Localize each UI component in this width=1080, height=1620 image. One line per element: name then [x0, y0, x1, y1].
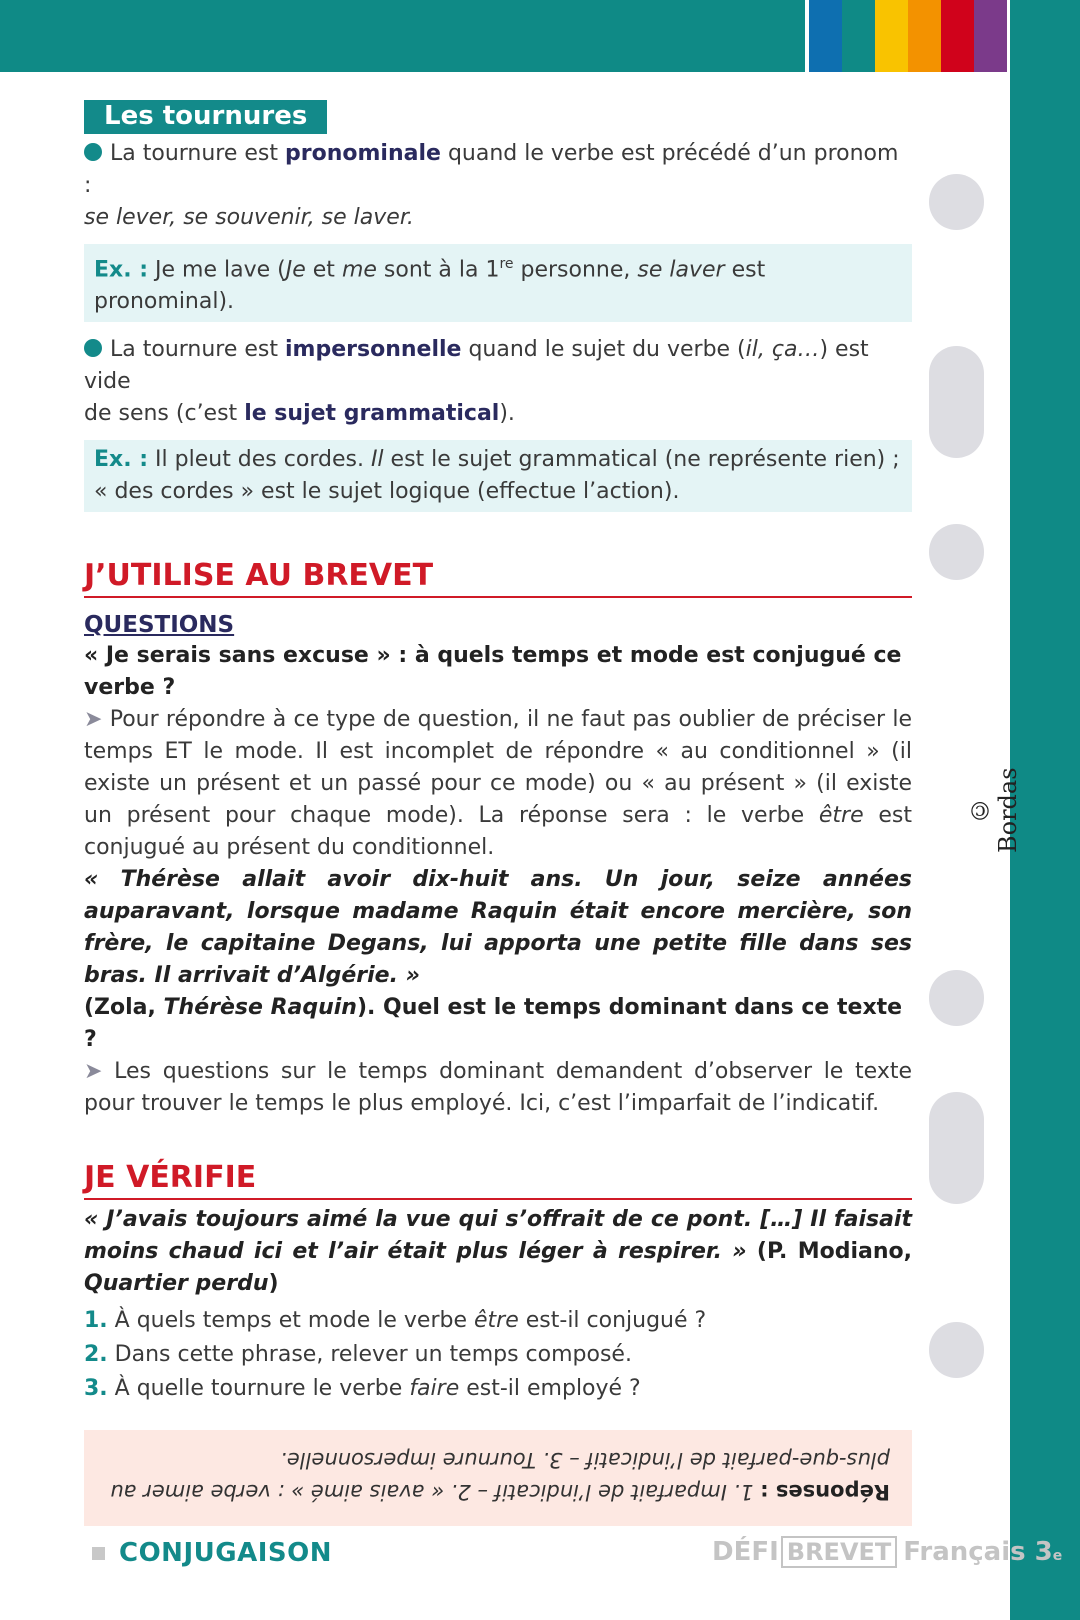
example-impersonnel: Ex. : Il pleut des cordes. Il est le sujet grammatical (ne représente rien) ;: [94, 447, 900, 473]
answers-upside-down: Réponses : 1. Imparfait de l’indicatif – 2. « avais aimé » : verbe aimer au plus-que-parfait de l’indicatif – 3. Tournure impersonnelle.: [110, 1448, 890, 1505]
pronominale-examples: se lever, se souvenir, se laver.: [84, 205, 414, 230]
questions-heading: QUESTIONS: [84, 612, 235, 639]
question-1: « Je serais sans excuse » : à quels temps et mode est conjugué ce verbe ?: [84, 643, 902, 701]
brevet-heading: J’UTILISE AU BREVET: [84, 558, 912, 598]
example-box: [84, 440, 912, 512]
stripe-red: [941, 0, 974, 72]
brand-defi: DÉFI: [712, 1537, 779, 1567]
binder-hole: [929, 970, 984, 1026]
bullet-icon: [84, 143, 102, 161]
answers-box: [84, 1430, 912, 1526]
top-banner: [0, 0, 808, 72]
verifie-heading: JE VÉRIFIE: [84, 1160, 912, 1200]
subject-sup: e: [1052, 1548, 1063, 1564]
bullet-icon: [84, 339, 102, 357]
binder-hole: [929, 1092, 984, 1204]
exercise-item: 3. À quelle tournure le verbe faire est-il employé ?: [84, 1376, 641, 1402]
square-icon: [92, 1547, 105, 1560]
copyright-notice: © Bordas: [966, 767, 1022, 853]
example-box: [84, 244, 912, 322]
binder-hole: [929, 174, 984, 230]
stripe-orange: [908, 0, 941, 72]
subject-label: Français 3: [903, 1537, 1053, 1567]
exercise-item: 2. Dans cette phrase, relever un temps composé.: [84, 1342, 632, 1368]
brand-brevet: BREVET: [781, 1536, 898, 1568]
quote-modiano: « J’avais toujours aimé la vue qui s’offrait de ce pont. […] Il faisait moins chaud ici et l’air était plus léger à respirer. » (P. Modiano, Quartier perdu): [84, 1207, 913, 1297]
binder-hole: [929, 346, 984, 458]
stripe-teal: [842, 0, 875, 72]
quote-zola: « Thérèse allait avoir dix-huit ans. Un jour, seize années auparavant, lorsque madame Raquin était encore mercière, son frère, le capitaine Degans, lui apporta une petite fille dans ses bras. Il arrivait d’Algérie. »: [84, 867, 912, 989]
arrow-icon: ➤: [84, 707, 103, 733]
answer-1: ➤ Pour répondre à ce type de question, il ne faut pas oublier de préciser le temps ET le mode. Il est incomplet de répondre « au conditionnel » (il existe un présent et un passé pour ce mode) ou « au présent » (il existe un présent pour chaque mode). La réponse sera : le verbe être est conjugué au présent du conditionnel.: [84, 707, 912, 861]
exercise-item: 1. À quels temps et mode le verbe être est-il conjugué ?: [84, 1308, 707, 1334]
exercise-list: [84, 1304, 912, 1406]
stripe-yellow: [875, 0, 908, 72]
answer-2: ➤ Les questions sur le temps dominant demandent d’observer le texte pour trouver le temps le plus employé. Ici, c’est l’imparfait de l’indicatif.: [84, 1059, 912, 1117]
binder-hole: [929, 1322, 984, 1378]
arrow-icon: ➤: [84, 1059, 103, 1085]
section-name: CONJUGAISON: [119, 1538, 332, 1568]
pronominale-definition: La tournure est pronominale quand le verbe est précédé d’un pronom :: [84, 141, 899, 198]
binder-hole: [929, 524, 984, 580]
footer-section: [92, 1538, 332, 1568]
color-stripes: [805, 0, 1007, 72]
footer-brand: [712, 1536, 1062, 1568]
question-2: (Zola, Thérèse Raquin). Quel est le temps dominant dans ce texte ?: [84, 995, 903, 1053]
example-pronominal: Ex. : Je me lave (Je et me sont à la 1re personne, se laver est pronominal).: [94, 256, 766, 315]
page-content: [84, 100, 912, 1526]
example-impersonnel-cont: « des cordes » est le sujet logique (effectue l’action).: [94, 479, 680, 505]
section-title: Les tournures: [84, 100, 327, 134]
impersonnelle-definition: La tournure est impersonnelle quand le sujet du verbe (il, ça…) est vide: [84, 337, 869, 395]
stripe-blue: [809, 0, 842, 72]
stripe-purple: [974, 0, 1007, 72]
impersonnelle-definition-cont: de sens (c’est le sujet grammatical).: [84, 401, 515, 427]
